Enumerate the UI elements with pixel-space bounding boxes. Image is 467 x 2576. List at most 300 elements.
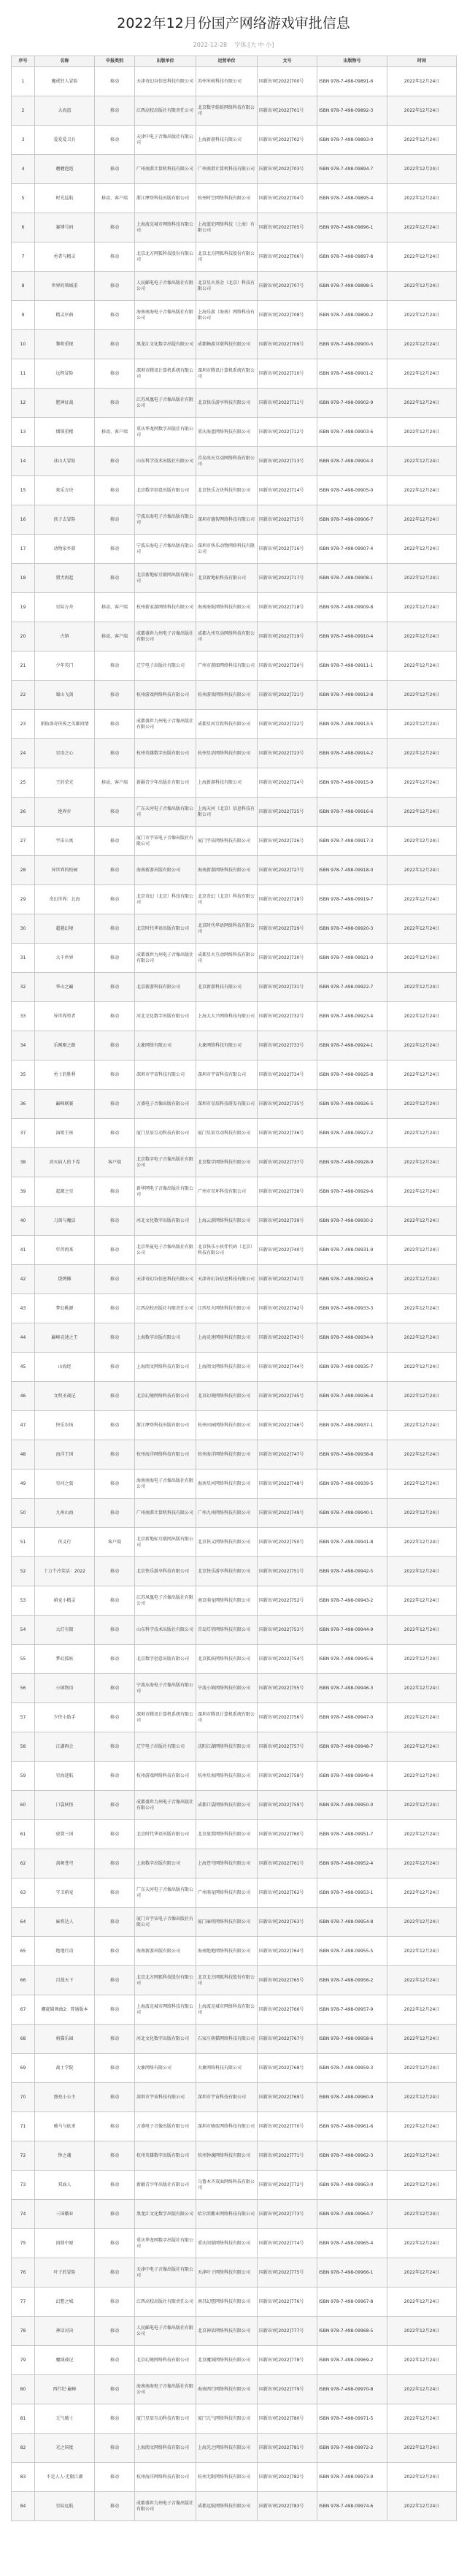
cell-category: 移动	[95, 1294, 135, 1323]
cell-category: 移动	[95, 1119, 135, 1148]
cell-category: 移动	[95, 2375, 135, 2404]
cell-date: 2022年12月24日	[387, 155, 457, 184]
cell-name: 守卫萌宠	[35, 1879, 95, 1908]
cell-operator: 石家庄萌猫网络科技有限公司	[196, 2025, 258, 2054]
cell-isbn: ISBN 978-7-498-09901-2	[317, 359, 387, 389]
cell-name: 山海经	[35, 1353, 95, 1382]
cell-operator: 上海阅文网络科技有限公司	[196, 1353, 258, 1382]
table-row	[12, 1002, 457, 1031]
cell-operator: 成都星火互动网络科技有限公司	[196, 944, 258, 973]
cell-category: 移动	[95, 1002, 135, 1031]
cell-date: 2022年12月24日	[387, 1440, 457, 1469]
cell-category: 移动	[95, 564, 135, 593]
cell-operator: 乌鲁木齐双面网络科技有限公司	[196, 2171, 258, 2200]
cell-publisher: 人民邮电电子音像出版社有限公司	[135, 272, 196, 301]
cell-index: 70	[12, 2083, 35, 2112]
cell-approval-no: 国新出审[2022]733号	[258, 1031, 317, 1060]
cell-isbn: ISBN 978-7-498-09935-7	[317, 1353, 387, 1382]
col-header-operator: 运营单位	[196, 56, 258, 67]
cell-approval-no: 国新出审[2022]748号	[258, 1469, 317, 1499]
cell-publisher: 成都盛世九州电子音像出版社有限公司	[135, 622, 196, 651]
cell-isbn: ISBN 978-7-498-09899-2	[317, 301, 387, 330]
cell-isbn: ISBN 978-7-498-09923-4	[317, 1002, 387, 1031]
cell-operator: 重庆问鼎网络科技有限公司	[196, 2229, 258, 2258]
cell-isbn: ISBN 978-7-498-09946-3	[317, 1674, 387, 1703]
cell-operator: 北京侠义网络科技有限公司	[196, 1528, 258, 1557]
cell-category: 移动	[95, 2434, 135, 2463]
cell-publisher: 江西高校出版社有限责任公司	[135, 2288, 196, 2317]
cell-index: 36	[12, 1090, 35, 1119]
cell-operator: 北京幻境网络科技有限公司	[196, 1382, 258, 1411]
cell-publisher: 上海数字出版有限公司	[135, 1323, 196, 1353]
cell-approval-no: 国新出审[2022]759号	[258, 1791, 317, 1820]
cell-publisher: 大象网络有限公司	[135, 2054, 196, 2083]
cell-date: 2022年12月24日	[387, 1616, 457, 1645]
cell-operator: 厦门元气网络科技有限公司	[196, 2404, 258, 2434]
cell-index: 72	[12, 2141, 35, 2171]
cell-date: 2022年12月24日	[387, 1411, 457, 1440]
cell-index: 10	[12, 330, 35, 359]
cell-approval-no: 国新出审[2022]724号	[258, 768, 317, 798]
cell-isbn: ISBN 978-7-498-09945-6	[317, 1645, 387, 1674]
cell-operator: 深圳市快乐动物网络科技有限公司	[196, 535, 258, 564]
cell-name: 骑马与砍杀	[35, 2112, 95, 2141]
cell-approval-no: 国新出审[2022]767号	[258, 2025, 317, 2054]
cell-approval-no: 国新出审[2022]771号	[258, 2141, 317, 2171]
cell-operator: 成都九州互动网络科技有限公司	[196, 622, 258, 651]
cell-approval-no: 国新出审[2022]704号	[258, 184, 317, 213]
page-title: 2022年12月份国产网络游戏审批信息	[117, 15, 350, 31]
cell-name: 消灭病人的下毒	[35, 1148, 95, 1177]
cell-publisher: 上海阅文网络科技有限公司	[135, 2434, 196, 2463]
cell-publisher: 成都盛世九州电子音像出版社有限公司	[135, 1791, 196, 1820]
table-row	[12, 710, 457, 739]
cell-index: 11	[12, 359, 35, 389]
cell-date: 2022年12月24日	[387, 2375, 457, 2404]
cell-approval-no: 国新出审[2022]781号	[258, 2434, 317, 2463]
cell-publisher: 辽宁电子出版社有限公司	[135, 1732, 196, 1762]
cell-publisher: 上海数字出版有限公司	[135, 1849, 196, 1879]
cell-date: 2022年12月24日	[387, 1294, 457, 1323]
cell-isbn: ISBN 978-7-498-09926-5	[317, 1090, 387, 1119]
cell-category: 移动	[95, 1177, 135, 1207]
cell-operator: 北京快乐小伙伴代码（北京）科技有限公司	[196, 1236, 258, 1265]
cell-category: 移动	[95, 1966, 135, 1995]
cell-approval-no: 国新出审[2022]734号	[258, 1060, 317, 1090]
cell-category: 移动	[95, 2054, 135, 2083]
cell-publisher: 北京数字创意出版有限公司	[135, 1645, 196, 1674]
cell-isbn: ISBN 978-7-498-09912-8	[317, 681, 387, 710]
cell-name: 猎犬再起	[35, 564, 95, 593]
cell-index: 37	[12, 1119, 35, 1148]
cell-name: 烧烤摊	[35, 1265, 95, 1294]
cell-publisher: 广州南淇计算机科技有限公司	[135, 1499, 196, 1528]
cell-date: 2022年12月24日	[387, 2171, 457, 2200]
cell-index: 50	[12, 1499, 35, 1528]
cell-isbn: ISBN 978-7-498-09909-8	[317, 593, 387, 622]
cell-index: 59	[12, 1762, 35, 1791]
cell-isbn: ISBN 978-7-498-09913-5	[317, 710, 387, 739]
cell-category: 移动	[95, 1908, 135, 1937]
cell-category: 移动	[95, 2025, 135, 2054]
cell-category: 移动	[95, 1586, 135, 1616]
table-row	[12, 2054, 457, 2083]
cell-operator: 成都星河互娱科技有限公司	[196, 710, 258, 739]
cell-publisher: 北京北方网狐科技股份有限公司	[135, 242, 196, 272]
table-row	[12, 973, 457, 1002]
table-row	[12, 564, 457, 593]
cell-publisher: 杭州英雄数字出版有限公司	[135, 2141, 196, 2171]
cell-approval-no: 国新出审[2022]715号	[258, 505, 317, 535]
cell-date: 2022年12月24日	[387, 96, 457, 126]
cell-name: 元气骑士	[35, 2404, 95, 2434]
cell-isbn: ISBN 978-7-498-09915-9	[317, 768, 387, 798]
table-row	[12, 1703, 457, 1732]
cell-isbn: ISBN 978-7-498-09962-3	[317, 2141, 387, 2171]
table-row	[12, 2317, 457, 2346]
cell-publisher: 北京幻境网络科技有限公司	[135, 2346, 196, 2375]
cell-category: 移动	[95, 1791, 135, 1820]
cell-approval-no: 国新出审[2022]783号	[258, 2492, 317, 2521]
cell-approval-no: 国新出审[2022]725号	[258, 798, 317, 827]
cell-name: 古镇	[35, 622, 95, 651]
cell-name: 星海迷航	[35, 1762, 95, 1791]
cell-name: 快乐农场	[35, 1411, 95, 1440]
cell-date: 2022年12月24日	[387, 389, 457, 418]
cell-index: 33	[12, 1002, 35, 1031]
cell-name: 梦幻桃源	[35, 1294, 95, 1323]
cell-name: 星语之心	[35, 739, 95, 768]
cell-category: 移动	[95, 2492, 135, 2521]
cell-publisher: 深圳市宇宙科技有限公司	[135, 1060, 196, 1090]
cell-date: 2022年12月24日	[387, 476, 457, 505]
table-row	[12, 1469, 457, 1499]
cell-isbn: ISBN 978-7-498-09957-9	[317, 1995, 387, 2025]
cell-operator: 上海蓝伦网络科技（上海）有限公司	[196, 213, 258, 242]
cell-publisher: 成都盛世九州电子音像出版社有限公司	[135, 2492, 196, 2521]
cell-date: 2022年12月24日	[387, 1645, 457, 1674]
cell-publisher: 杭州游戏网络科技有限公司	[135, 681, 196, 710]
cell-index: 28	[12, 856, 35, 885]
cell-approval-no: 国新出审[2022]777号	[258, 2317, 317, 2346]
cell-isbn: ISBN 978-7-498-09906-7	[317, 505, 387, 535]
cell-name: 肥神征战	[35, 389, 95, 418]
cell-operator: 北京放置网络科技有限公司	[196, 1820, 258, 1849]
cell-isbn: ISBN 978-7-498-09944-9	[317, 1616, 387, 1645]
cell-name: 异世界的校园	[35, 856, 95, 885]
cell-approval-no: 国新出审[2022]720号	[258, 651, 317, 681]
cell-isbn: ISBN 978-7-498-09958-6	[317, 2025, 387, 2054]
cell-approval-no: 国新出审[2022]761号	[258, 1849, 317, 1879]
cell-index: 67	[12, 1995, 35, 2025]
table-row	[12, 2171, 457, 2200]
cell-approval-no: 国新出审[2022]702号	[258, 126, 317, 155]
cell-approval-no: 国新出审[2022]719号	[258, 622, 317, 651]
table-row	[12, 1645, 457, 1674]
cell-publisher: 江西高校出版社有限责任公司	[135, 96, 196, 126]
cell-name: 欢乐方块	[35, 476, 95, 505]
cell-name: 演唱王座	[35, 1119, 95, 1148]
cell-name: 幻想之城	[35, 2288, 95, 2317]
cell-operator: 深圳市骑砍网络科技有限公司	[196, 2112, 258, 2141]
cell-name: 叶子的冒险	[35, 2258, 95, 2288]
cell-name: 绝地行动	[35, 1937, 95, 1966]
cell-publisher: 江苏凤凰电子音像出版社有限公司	[135, 1586, 196, 1616]
cell-category: 移动	[95, 535, 135, 564]
cell-isbn: ISBN 978-7-498-09914-2	[317, 739, 387, 768]
cell-publisher: 海南新游出版有限公司	[135, 1937, 196, 1966]
table-row	[12, 418, 457, 447]
table-row	[12, 1148, 457, 1177]
cell-index: 4	[12, 155, 35, 184]
table-row	[12, 1732, 457, 1762]
cell-name: 放置三国	[35, 1820, 95, 1849]
cell-name: 梦幻狐妖	[35, 1645, 95, 1674]
cell-index: 16	[12, 505, 35, 535]
cell-isbn: ISBN 978-7-498-09941-8	[317, 1528, 387, 1557]
table-row	[12, 1674, 457, 1703]
cell-category: 移动	[95, 885, 135, 914]
cell-publisher: 北京新地标互联网出版有限公司	[135, 1528, 196, 1557]
cell-index: 39	[12, 1177, 35, 1207]
cell-publisher: 北京新地标互联网出版有限公司	[135, 564, 196, 593]
cell-date: 2022年12月24日	[387, 1966, 457, 1995]
cell-name: 星河之旅	[35, 1469, 95, 1499]
table-row	[12, 739, 457, 768]
cell-date: 2022年12月24日	[387, 1353, 457, 1382]
cell-date: 2022年12月24日	[387, 213, 457, 242]
cell-isbn: ISBN 978-7-498-09948-7	[317, 1732, 387, 1762]
table-row	[12, 2083, 457, 2112]
cell-name: 星际远航	[35, 2492, 95, 2521]
col-header-name: 名称	[35, 56, 95, 67]
cell-name: 起源之星	[35, 1177, 95, 1207]
cell-category: 移动	[95, 1645, 135, 1674]
cell-date: 2022年12月24日	[387, 1908, 457, 1937]
cell-approval-no: 国新出审[2022]713号	[258, 447, 317, 476]
cell-isbn: ISBN 978-7-498-09940-1	[317, 1499, 387, 1528]
cell-isbn: ISBN 978-7-498-09964-7	[317, 2200, 387, 2229]
cell-date: 2022年12月24日	[387, 2258, 457, 2288]
cell-isbn: ISBN 978-7-498-09951-7	[317, 1820, 387, 1849]
cell-date: 2022年12月24日	[387, 681, 457, 710]
cell-index: 5	[12, 184, 35, 213]
cell-category: 移动	[95, 1995, 135, 2025]
cell-isbn: ISBN 978-7-498-09891-6	[317, 67, 387, 96]
cell-date: 2022年12月24日	[387, 768, 457, 798]
cell-approval-no: 国新出审[2022]758号	[258, 1762, 317, 1791]
cell-index: 24	[12, 739, 35, 768]
cell-publisher: 万盛电子音像出版有限公司	[135, 2112, 196, 2141]
cell-publisher: 北京华夏电子音像出版社有限公司	[135, 1236, 196, 1265]
cell-isbn: ISBN 978-7-498-09932-6	[317, 1265, 387, 1294]
table-row	[12, 1207, 457, 1236]
cell-operator: 大象网络科技有限公司	[196, 2054, 258, 2083]
cell-approval-no: 国新出审[2022]728号	[258, 885, 317, 914]
cell-approval-no: 国新出审[2022]706号	[258, 242, 317, 272]
cell-publisher: 河北文化数字出版有限公司	[135, 1207, 196, 1236]
cell-operator: 成都远航网络科技有限公司	[196, 2492, 258, 2521]
cell-category: 移动	[95, 739, 135, 768]
cell-isbn: ISBN 978-7-498-09920-3	[317, 914, 387, 944]
cell-operator: 杭州星语网络科技有限公司	[196, 739, 258, 768]
cell-category: 移动	[95, 1060, 135, 1090]
cell-operator: 深圳市宇宙科技有限公司	[196, 1060, 258, 1090]
cell-category: 移动	[95, 67, 135, 96]
cell-date: 2022年12月24日	[387, 1236, 457, 1265]
cell-date: 2022年12月24日	[387, 535, 457, 564]
cell-name: 九州山海	[35, 1499, 95, 1528]
cell-approval-no: 国新出审[2022]752号	[258, 1586, 317, 1616]
cell-isbn: ISBN 978-7-498-09911-1	[317, 651, 387, 681]
cell-name: 萌宠小精灵	[35, 1586, 95, 1616]
cell-index: 3	[12, 126, 35, 155]
cell-operator: 海南新游网络科技有限公司	[196, 856, 258, 885]
cell-approval-no: 国新出审[2022]744号	[258, 1353, 317, 1382]
cell-isbn: ISBN 978-7-498-09902-9	[317, 389, 387, 418]
cell-index: 60	[12, 1791, 35, 1820]
cell-category: 移动	[95, 1674, 135, 1703]
cell-operator: 北京北方网狐科技股份有限公司	[196, 242, 258, 272]
cell-category: 移动	[95, 2463, 135, 2492]
cell-index: 53	[12, 1586, 35, 1616]
table-row	[12, 535, 457, 564]
cell-isbn: ISBN 978-7-498-09925-8	[317, 1060, 387, 1090]
table-body	[12, 67, 457, 2521]
cell-index: 9	[12, 301, 35, 330]
cell-date: 2022年12月24日	[387, 67, 457, 96]
cell-date: 2022年12月24日	[387, 593, 457, 622]
table-row	[12, 622, 457, 651]
cell-category: 移动	[95, 1879, 135, 1908]
cell-publisher: 江西高校出版社有限责任公司	[135, 1294, 196, 1323]
cell-approval-no: 国新出审[2022]750号	[258, 1528, 317, 1557]
cell-category: 移动	[95, 1411, 135, 1440]
cell-approval-no: 国新出审[2022]701号	[258, 96, 317, 126]
cell-index: 27	[12, 827, 35, 856]
cell-publisher: 河北文化数字出版有限公司	[135, 1002, 196, 1031]
cell-approval-no: 国新出审[2022]709号	[258, 330, 317, 359]
cell-category: 移动	[95, 1820, 135, 1849]
cell-name: 冰山大冒险	[35, 447, 95, 476]
cell-publisher: 北京时代华语出版有限公司	[135, 914, 196, 944]
cell-index: 51	[12, 1528, 35, 1557]
cell-date: 2022年12月24日	[387, 622, 457, 651]
cell-publisher: 杭州海洋网络科技有限公司	[135, 2463, 196, 2492]
cell-name: 漂亮小公主	[35, 2083, 95, 2112]
cell-isbn: ISBN 978-7-498-09950-0	[317, 1791, 387, 1820]
cell-index: 75	[12, 2229, 35, 2258]
cell-category: 移动	[95, 710, 135, 739]
table-row	[12, 827, 457, 856]
table-row	[12, 447, 457, 476]
cell-operator: 北京狐妖网络科技有限公司	[196, 1645, 258, 1674]
cell-index: 81	[12, 2404, 35, 2434]
cell-publisher: 浙江摩登科技出版有限公司	[135, 1411, 196, 1440]
cell-approval-no: 国新出审[2022]717号	[258, 564, 317, 593]
cell-publisher: 上海波克城市网络科技有限公司	[135, 1995, 196, 2025]
cell-index: 6	[12, 213, 35, 242]
table-row	[12, 1411, 457, 1440]
cell-operator: 哈尔滨霸业网络科技有限公司	[196, 2200, 258, 2229]
cell-isbn: ISBN 978-7-498-09896-1	[317, 213, 387, 242]
cell-publisher: 宁波东海电子音像出版有限公司	[135, 1674, 196, 1703]
cell-publisher: 河北文化数字出版有限公司	[135, 2025, 196, 2054]
font-size-control[interactable]: 字体:[大 中 小]	[234, 42, 274, 48]
cell-index: 46	[12, 1382, 35, 1411]
cell-index: 57	[12, 1703, 35, 1732]
cell-publisher: 成都盛世九州电子音像出版社有限公司	[135, 944, 196, 973]
cell-approval-no: 国新出审[2022]756号	[258, 1703, 317, 1732]
cell-index: 42	[12, 1265, 35, 1294]
cell-isbn: ISBN 978-7-498-09970-8	[317, 2375, 387, 2404]
cell-category: 移动	[95, 914, 135, 944]
cell-date: 2022年12月24日	[387, 2229, 457, 2258]
table-row	[12, 155, 457, 184]
cell-name: 双面人	[35, 2171, 95, 2200]
cell-approval-no: 国新出审[2022]721号	[258, 681, 317, 710]
cell-approval-no: 国新出审[2022]711号	[258, 389, 317, 418]
cell-category: 移动	[95, 330, 135, 359]
table-row	[12, 593, 457, 622]
cell-isbn: ISBN 978-7-498-09974-6	[317, 2492, 387, 2521]
cell-approval-no: 国新出审[2022]782号	[258, 2463, 317, 2492]
cell-date: 2022年12月24日	[387, 2054, 457, 2083]
cell-name: 赛博号码	[35, 213, 95, 242]
cell-operator: 江西星火网络科技有限公司	[196, 1294, 258, 1323]
cell-date: 2022年12月24日	[387, 1499, 457, 1528]
table-row	[12, 2404, 457, 2434]
cell-publisher: 天津中电子音像出版社有限公司	[135, 2258, 196, 2288]
cell-operator: 南昌幻想网络科技有限公司	[196, 2288, 258, 2317]
cell-index: 19	[12, 593, 35, 622]
cell-name: 黎明重现	[35, 330, 95, 359]
cell-operator: 北京魔域网络科技有限公司	[196, 2346, 258, 2375]
cell-publisher: 海南新游出版有限公司	[135, 856, 196, 885]
cell-category: 移动	[95, 1323, 135, 1353]
cell-name: 星际方舟	[35, 593, 95, 622]
cell-index: 80	[12, 2375, 35, 2404]
table-row	[12, 1879, 457, 1908]
cell-date: 2022年12月24日	[387, 2346, 457, 2375]
cell-date: 2022年12月24日	[387, 126, 457, 155]
cell-name: 侠义行	[35, 1528, 95, 1557]
table-row	[12, 1382, 457, 1411]
cell-operator: 成都口袋网络科技有限公司	[196, 1791, 258, 1820]
cell-operator: 北京快乐游享科技有限公司	[196, 389, 258, 418]
publish-date: 2022-12-28	[193, 42, 228, 48]
cell-publisher: 北京数字电子音像出版社有限公司	[135, 1148, 196, 1177]
cell-name: 口袋妖怪	[35, 1791, 95, 1820]
cell-date: 2022年12月24日	[387, 710, 457, 739]
cell-publisher: 山东科学技术出版社有限公司	[135, 447, 196, 476]
cell-operator: 海南星河网络科技有限公司	[196, 1469, 258, 1499]
cell-date: 2022年12月24日	[387, 1762, 457, 1791]
cell-isbn: ISBN 978-7-498-09897-8	[317, 242, 387, 272]
cell-date: 2022年12月24日	[387, 885, 457, 914]
cell-approval-no: 国新出审[2022]763号	[258, 1908, 317, 1937]
cell-approval-no: 国新出审[2022]754号	[258, 1645, 317, 1674]
cell-category: 移动	[95, 1499, 135, 1528]
cell-date: 2022年12月24日	[387, 2083, 457, 2112]
cell-category: 移动	[95, 213, 135, 242]
cell-operator: 厦门麻将网络科技有限公司	[196, 1908, 258, 1937]
cell-name: 爱爱爱卫兵	[35, 126, 95, 155]
cell-isbn: ISBN 978-7-498-09939-5	[317, 1469, 387, 1499]
cell-category: 移动	[95, 651, 135, 681]
cell-index: 65	[12, 1937, 35, 1966]
cell-name: 超越幻境	[35, 914, 95, 944]
